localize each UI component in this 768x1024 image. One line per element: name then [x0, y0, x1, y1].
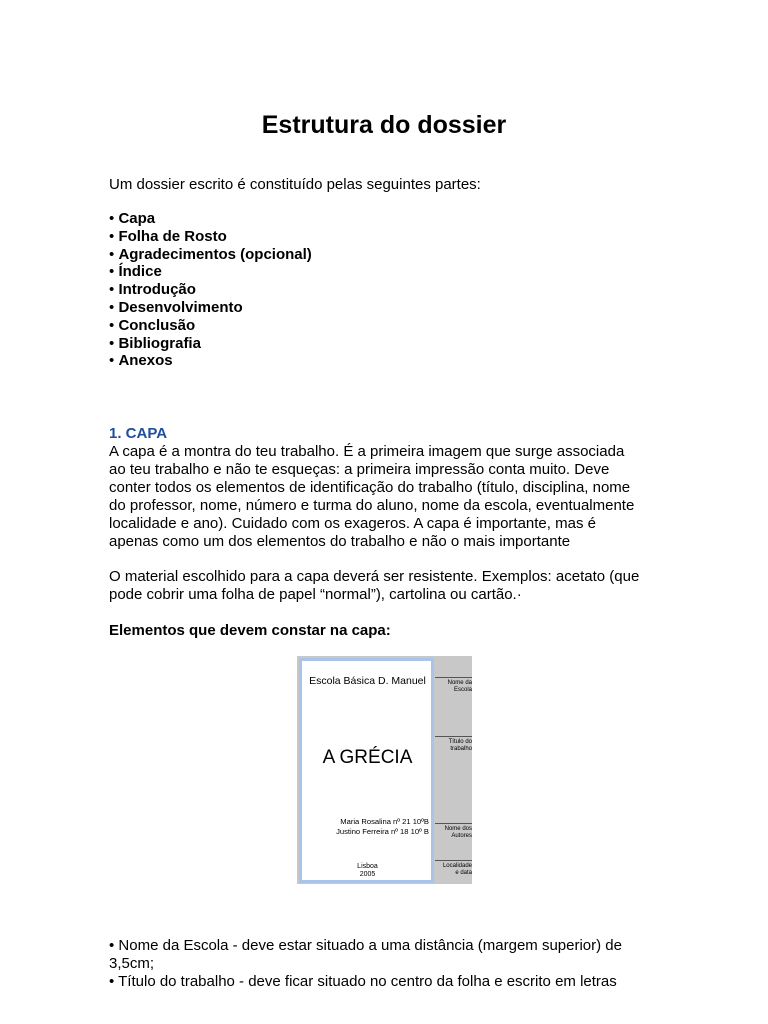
paragraph-line: apenas como um dos elementos do trabalho e não o mais importante	[109, 533, 571, 550]
material-paragraph	[109, 568, 669, 604]
bullet: •	[109, 245, 115, 263]
cover-authors	[336, 817, 429, 836]
side-label-authors: Nome dos Autores	[435, 823, 472, 840]
list-item-label: Introdução	[118, 281, 196, 299]
cover-place: Lisboa	[357, 863, 378, 870]
list-item-label: Anexos	[118, 352, 173, 370]
intro-text: Um dossier escrito é constituído pelas seguintes partes:	[109, 176, 481, 193]
list-item	[109, 246, 312, 264]
paragraph-line: ao teu trabalho e não te esqueças: a primeira impressão conta muito. Deve	[109, 461, 610, 478]
elements-heading: Elementos que devem constar na capa:	[109, 622, 391, 639]
bullet: •	[109, 263, 115, 281]
section-heading-capa: 1. CAPA	[109, 425, 168, 442]
side-label-title: Título do trabalho	[435, 736, 472, 753]
paragraph-line: O material escolhido para a capa deverá ser resistente. Exemplos: acetato (que	[109, 568, 640, 585]
cover-author: Justino Ferreira nº 18 10º B	[336, 826, 429, 836]
list-item	[109, 335, 312, 353]
paragraph-line: 3,5cm;	[109, 955, 155, 972]
list-item-label: Desenvolvimento	[118, 298, 243, 316]
capa-paragraph	[109, 443, 669, 551]
paragraph-line: • Nome da Escola - deve estar situado a uma distância (margem superior) de	[109, 937, 622, 954]
cover-author: Maria Rosalina nº 21 10ºB	[340, 817, 429, 826]
cover-example-figure	[297, 656, 472, 884]
side-label-place-date: Localidade e data	[435, 860, 472, 877]
paragraph-line: • Título do trabalho - deve ficar situado no centro da folha e escrito em letras	[109, 973, 617, 990]
list-item-label: Bibliografia	[118, 334, 201, 352]
bullet: •	[109, 298, 115, 316]
bullet: •	[109, 334, 115, 352]
bullet: •	[109, 352, 115, 370]
paragraph-line: do professor, nome, número e turma do aluno, nome da escola, eventualmente	[109, 497, 635, 514]
cover-sheet	[299, 658, 434, 883]
cover-school-name: Escola Básica D. Manuel	[309, 675, 426, 687]
list-item	[109, 281, 312, 299]
list-item	[109, 210, 312, 228]
list-item	[109, 228, 312, 246]
cover-work-title: A GRÉCIA	[322, 747, 413, 768]
paragraph-line: conter todos os elementos de identificação do trabalho (título, disciplina, nome	[109, 479, 631, 496]
list-item-label: Conclusão	[118, 316, 196, 334]
bullet: •	[109, 281, 115, 299]
cover-year: 2005	[359, 871, 376, 878]
paragraph-line: A capa é a montra do teu trabalho. É a primeira imagem que surge associada	[109, 443, 625, 460]
bullet: •	[109, 227, 115, 245]
cover-side-panel	[435, 656, 472, 884]
paragraph-line: pode cobrir uma folha de papel “normal”), cartolina ou cartão.·	[109, 586, 522, 603]
list-item-label: Índice	[118, 263, 162, 281]
parts-list	[109, 210, 312, 370]
list-item	[109, 263, 312, 281]
list-item	[109, 352, 312, 370]
list-item	[109, 317, 312, 335]
page-title: Estrutura do dossier	[261, 111, 507, 139]
list-item-label: Agradecimentos (opcional)	[118, 245, 312, 263]
list-item	[109, 299, 312, 317]
bullet: •	[109, 210, 115, 227]
bullet: •	[109, 316, 115, 334]
paragraph-line: localidade e ano). Cuidado com os exageros. A capa é importante, mas é	[109, 515, 596, 532]
cover-rules-list	[109, 937, 669, 991]
list-item-label: Folha de Rosto	[118, 227, 227, 245]
cover-place-date	[302, 863, 433, 879]
side-label-school: Nome da Escola	[435, 677, 472, 694]
list-item-label: Capa	[118, 210, 156, 227]
